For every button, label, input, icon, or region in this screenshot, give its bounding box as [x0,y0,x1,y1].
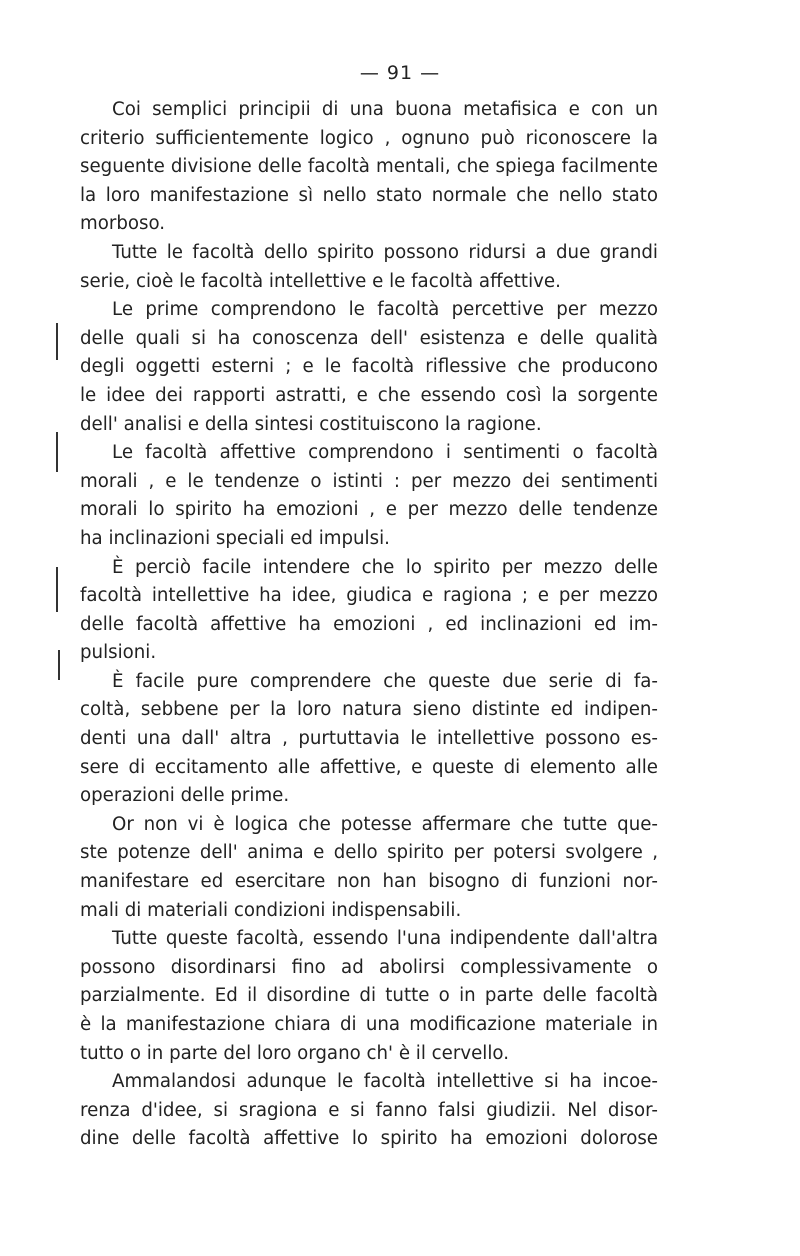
margin-mark [56,323,58,360]
text-line: dell' analisi e della sintesi costituiscono la ragione. [80,413,542,435]
page-number: — 91 — [359,62,441,84]
text-line: operazioni delle prime. [80,785,290,807]
text-line: Le prime comprendono le facoltà percettive per mezzo [112,299,658,321]
text-line: morboso. [80,213,166,235]
text-line: denti una dall' altra , purtuttavia le intellettive possono es- [80,728,658,750]
text-line: Or non vi è logica che potesse affermare che tutte que- [112,813,658,835]
text-line: morali lo spirito ha emozioni , e per mezzo delle tendenze [80,499,658,521]
text-line: ha inclinazioni speciali ed impulsi. [80,527,390,549]
text-line: seguente divisione delle facoltà mentali, che spiega facilmente [80,156,658,178]
text-line: possono disordinarsi fino ad abolirsi complessivamente o [80,956,658,978]
text-line: È perciò facile intendere che lo spirito per mezzo delle [112,556,658,578]
text-line: ste potenze dell' anima e dello spirito per potersi svolgere , [80,842,658,864]
text-line: criterio sufficientemente logico , ognuno può riconoscere la [80,127,658,149]
text-line: Coi semplici principii di una buona metafisica e con un [112,99,658,120]
margin-mark [58,650,60,680]
text-line: morali , e le tendenze o istinti : per mezzo dei sentimenti [80,470,658,492]
text-line: è la manifestazione chiara di una modificazione materiale in [80,1014,658,1035]
text-line: È facile pure comprendere che queste due serie di fa- [112,670,658,692]
text-line: le idee dei rapporti astratti, e che essendo così la sorgente [80,384,658,406]
text-line: degli oggetti esterni ; e le facoltà riflessive che producono [80,356,658,378]
text-line: Tutte queste facoltà, essendo l'una indipendente dall'altra [112,928,658,950]
text-line: parzialmente. Ed il disordine di tutte o in parte delle facoltà [80,985,658,1007]
text-line: Ammalandosi adunque le facoltà intellettive si ha incoe- [112,1071,658,1093]
text-line: la loro manifestazione sì nello stato normale che nello stato [80,184,658,206]
text-line: sere di eccitamento alle affettive, e queste di elemento alle [80,756,658,778]
body-text [80,96,658,1154]
text-line: tutto o in parte del loro organo ch' è il cervello. [80,1042,509,1064]
text-line: dine delle facoltà affettive lo spirito ha emozioni dolorose [80,1128,658,1150]
text-line: facoltà intellettive ha idee, giudica e ragiona ; e per mezzo [80,585,658,607]
margin-mark [56,567,58,612]
text-line: renza d'idee, si sragiona e si fanno falsi giudizii. Nel disor- [80,1099,658,1121]
margin-mark [56,432,58,472]
text-line: mali di materiali condizioni indispensabili. [80,899,462,921]
text-line: Tutte le facoltà dello spirito possono ridursi a due grandi [112,241,658,263]
text-line: Le facoltà affettive comprendono i sentimenti o facoltà [112,442,658,464]
text-line: delle facoltà affettive ha emozioni , ed inclinazioni ed im- [80,613,658,635]
text-line: manifestare ed esercitare non han bisogno di funzioni nor- [80,871,658,893]
text-line: coltà, sebbene per la loro natura sieno distinte ed indipen- [80,699,658,721]
text-line: pulsioni. [80,642,157,664]
text-line: serie, cioè le facoltà intellettive e le facoltà affettive. [80,270,561,292]
text-line: delle quali si ha conoscenza dell' esistenza e delle qualità [80,327,658,349]
